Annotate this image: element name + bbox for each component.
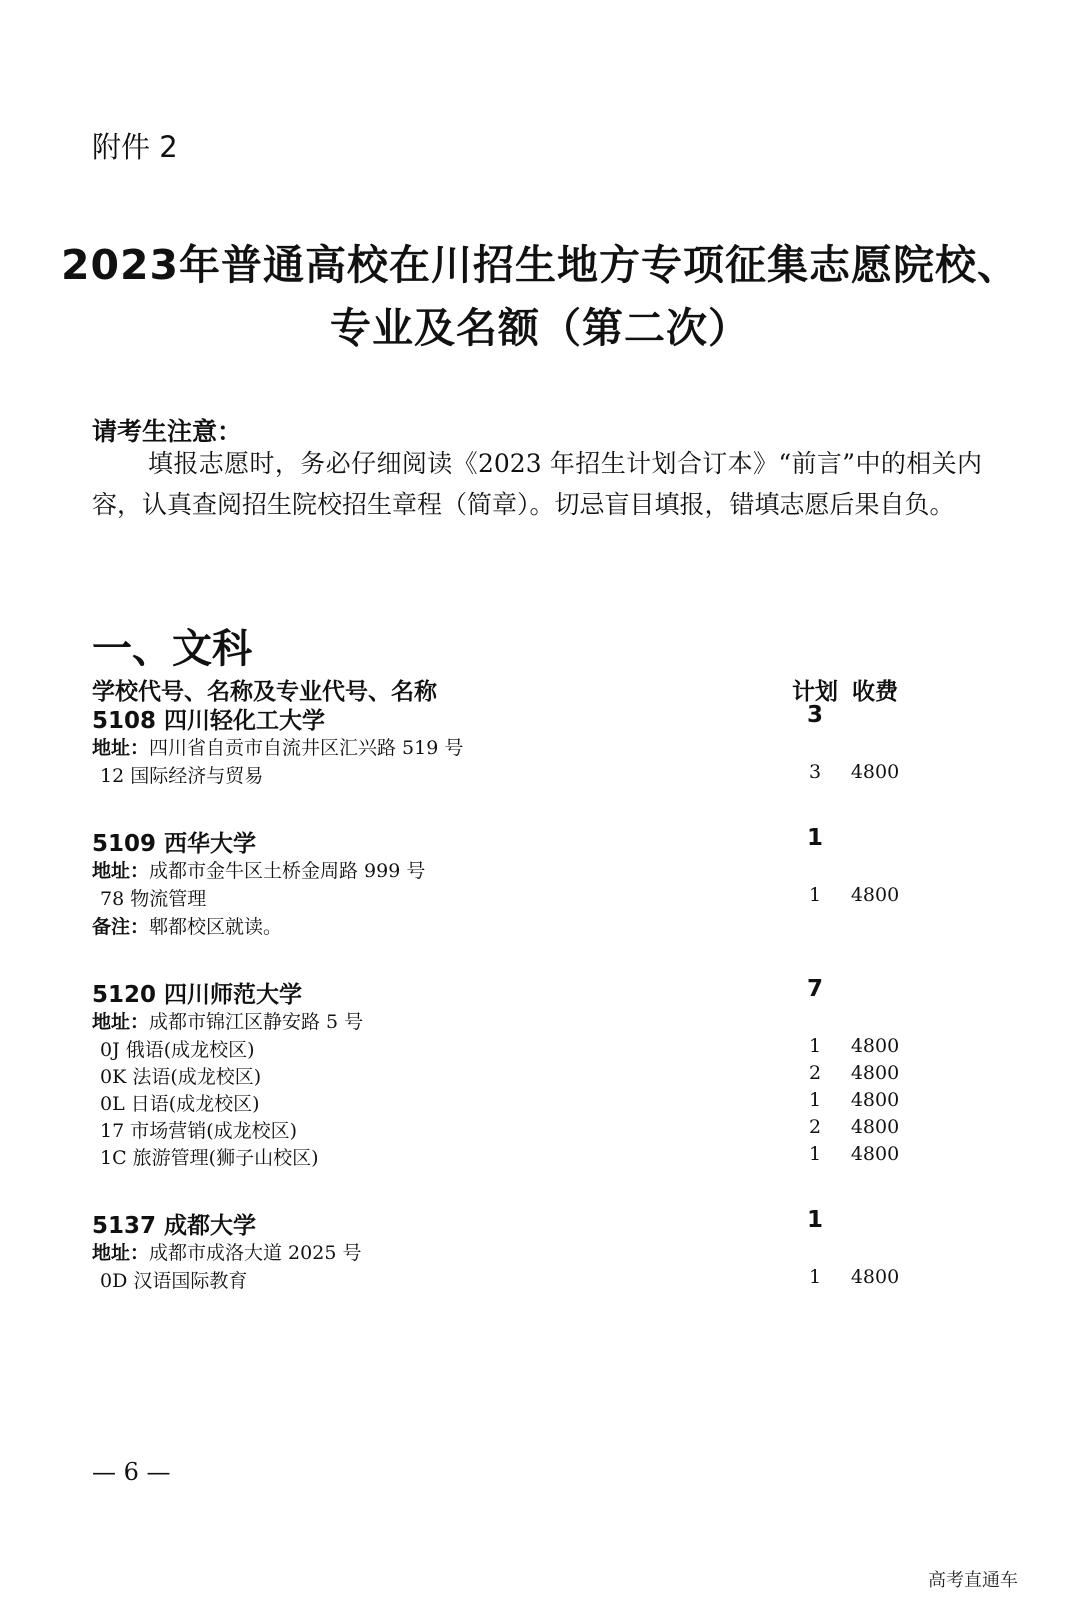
section-title: 一、文科 (92, 626, 252, 672)
attachment-label: 附件 2 (92, 130, 178, 164)
major-code-name: 0J 俄语(成龙校区) (100, 1039, 255, 1061)
major-plan: 1 (808, 1089, 822, 1111)
watermark-text: 高考直通车 (928, 1570, 1018, 1591)
major-fee: 4800 (850, 1116, 900, 1138)
major-row (0, 1089, 1080, 1117)
document-title-line-2: 专业及名额（第二次） (330, 304, 750, 352)
school-plan: 7 (806, 976, 823, 1002)
school-row (0, 825, 1080, 857)
major-code-name: 78 物流管理 (100, 888, 207, 910)
school-plan: 3 (806, 702, 823, 728)
school-row (0, 976, 1080, 1008)
major-code-name: 0K 法语(成龙校区) (100, 1066, 262, 1088)
major-code-name: 1C 旅游管理(狮子山校区) (100, 1147, 319, 1169)
major-plan: 2 (808, 1062, 822, 1084)
major-row (0, 1035, 1080, 1063)
address-label: 地址： (92, 737, 150, 759)
school-address (0, 733, 1080, 761)
major-plan: 1 (808, 884, 822, 906)
major-fee: 4800 (850, 1035, 900, 1057)
major-fee: 4800 (850, 1089, 900, 1111)
major-row (0, 884, 1080, 912)
major-row (0, 1062, 1080, 1090)
major-row (0, 1266, 1080, 1294)
major-plan: 3 (808, 761, 822, 783)
document-title-line-1: 2023年普通高校在川招生地方专项征集志愿院校、 (60, 241, 1020, 289)
school-plan: 1 (806, 825, 823, 851)
school-remark (0, 912, 1080, 940)
major-plan: 2 (808, 1116, 822, 1138)
remark-text: 郫都校区就读。 (149, 916, 283, 938)
major-fee: 4800 (850, 1062, 900, 1084)
major-code-name: 17 市场营销(成龙校区) (100, 1120, 298, 1142)
major-code-name: 0L 日语(成龙校区) (100, 1093, 260, 1115)
address-text: 成都市成洛大道 2025 号 (149, 1242, 362, 1264)
school-code-name: 5108 四川轻化工大学 (92, 708, 326, 734)
address-text: 成都市锦江区静安路 5 号 (149, 1011, 364, 1033)
major-plan: 1 (808, 1143, 822, 1165)
header-plan: 计划 (792, 679, 838, 705)
major-fee: 4800 (850, 1143, 900, 1165)
major-plan: 1 (808, 1266, 822, 1288)
major-fee: 4800 (850, 884, 900, 906)
school-row (0, 702, 1080, 734)
school-address (0, 1007, 1080, 1035)
remark-label: 备注： (92, 916, 150, 938)
address-label: 地址： (92, 1011, 150, 1033)
school-code-name: 5109 西华大学 (92, 831, 257, 857)
major-code-name: 12 国际经济与贸易 (100, 765, 264, 787)
school-plan: 1 (806, 1207, 823, 1233)
address-label: 地址： (92, 860, 150, 882)
address-text: 四川省自贡市自流井区汇兴路 519 号 (149, 737, 464, 759)
major-plan: 1 (808, 1035, 822, 1057)
school-address (0, 856, 1080, 884)
major-row (0, 1116, 1080, 1144)
major-code-name: 0D 汉语国际教育 (100, 1270, 248, 1292)
address-text: 成都市金牛区土桥金周路 999 号 (149, 860, 426, 882)
header-fee: 收费 (852, 679, 898, 705)
header-name: 学校代号、名称及专业代号、名称 (92, 679, 437, 705)
major-fee: 4800 (850, 761, 900, 783)
major-row (0, 1143, 1080, 1171)
school-code-name: 5120 四川师范大学 (92, 982, 303, 1008)
school-address (0, 1238, 1080, 1266)
page-number: — 6 — (92, 1458, 171, 1486)
notice-text: 填报志愿时，务必仔细阅读《2023 年招生计划合订本》“前言”中的相关内容，认真查阅招生院校招生章程（简章）。切忌盲目填报，错填志愿后果自负。 (92, 449, 982, 519)
notice-heading: 请考生注意： (92, 417, 243, 446)
table-header (0, 673, 1080, 705)
school-code-name: 5137 成都大学 (92, 1213, 257, 1239)
major-fee: 4800 (850, 1266, 900, 1288)
major-row (0, 761, 1080, 789)
address-label: 地址： (92, 1242, 150, 1264)
school-row (0, 1207, 1080, 1239)
